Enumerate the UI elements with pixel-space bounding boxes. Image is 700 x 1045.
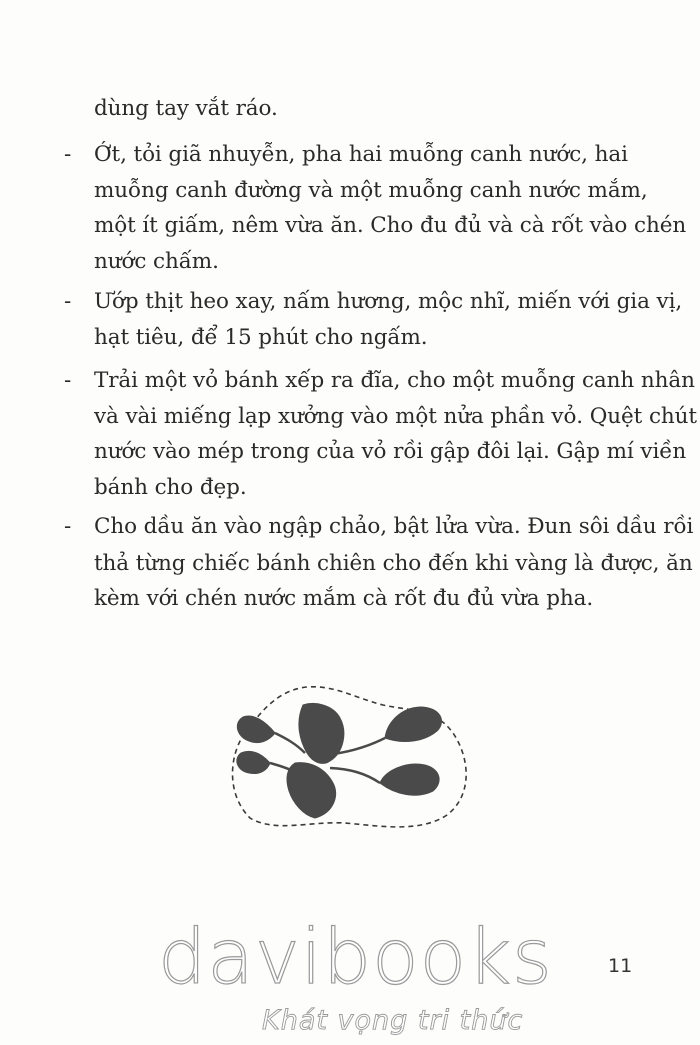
bullet-dash: - — [64, 368, 72, 393]
text-line: Ướp thịt heo xay, nấm hương, mộc nhĩ, miến với gia vị, — [94, 289, 683, 314]
radish-illustration — [215, 683, 475, 838]
text-line: nước vào mép trong của vỏ rồi gập đôi lại. Gập mí viền — [94, 439, 687, 464]
leaf — [237, 751, 270, 773]
text-line: kèm với chén nước mắm cà rốt đu đủ vừa pha. — [94, 586, 594, 611]
text-line: và vài miếng lạp xưởng vào một nửa phần vỏ. Quệt chút — [94, 404, 697, 429]
radish-bulb — [287, 763, 336, 818]
radish-stem — [330, 768, 380, 783]
bullet-dash: - — [64, 514, 72, 539]
bullet-dash: - — [64, 289, 72, 314]
text-line: Cho dầu ăn vào ngập chảo, bật lửa vừa. Đun sôi dầu rồi — [94, 514, 694, 539]
watermark-tagline: Khát vọng tri thức — [262, 1005, 524, 1036]
page-number: 11 — [608, 955, 633, 977]
text-line: Trải một vỏ bánh xếp ra đĩa, cho một muỗng canh nhân — [94, 368, 695, 393]
leaf — [380, 764, 439, 795]
text-line: một ít giấm, nêm vừa ăn. Cho đu đủ và cà rốt vào chén — [94, 213, 687, 238]
watermark-brand: davibooks — [158, 912, 553, 1001]
text-line: hạt tiêu, để 15 phút cho ngấm. — [94, 325, 428, 350]
dashed-blob-outline — [233, 687, 467, 827]
text-line: muỗng canh đường và một muỗng canh nước mắm, — [94, 178, 648, 203]
text-line: bánh cho đẹp. — [94, 475, 247, 500]
bullet-dash: - — [64, 142, 72, 167]
leaf — [385, 707, 442, 742]
radish-stem — [270, 763, 293, 771]
text-line: Ớt, tỏi giã nhuyễn, pha hai muỗng canh nước, hai — [94, 142, 628, 167]
leaf — [237, 716, 275, 743]
text-line: thả từng chiếc bánh chiên cho đến khi vàng là được, ăn — [94, 551, 693, 576]
text-line: nước chấm. — [94, 249, 219, 274]
text-line: dùng tay vắt ráo. — [94, 96, 278, 121]
